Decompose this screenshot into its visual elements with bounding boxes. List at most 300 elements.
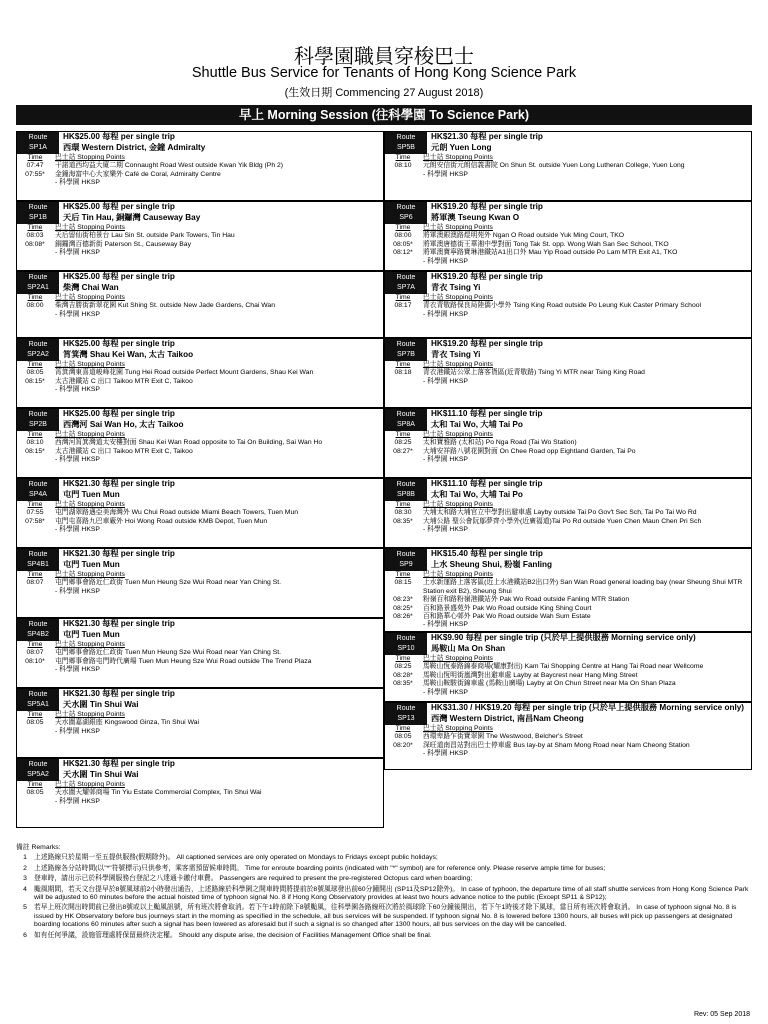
route-area: 太和 Tai Wo, 大埔 Tai Po	[431, 419, 523, 429]
remarks	[16, 844, 752, 940]
remark-text: 若早上班次開出時間前已發出8號或以上颱風訊號，所有班次將會取消。若下午1時前除下8號颱風，往科學園各路線班次將於風球除下60分鐘後開出，若下午1時後才除下風球，當日所有班次將會取消。 In case of typhoon signal No. 8 is issued by HK Observatory before bus journeys start in the morning as specified in the schedule, all bus services will be suspended. If typhoon signal No. 8 is lowered before 1300 hours, all buses will pick up passengers at designated boarding locations 60 minutes after such a signal has been lowered as aforesaid but if such a signal is so changed after 1300 hours, all bus services on the day will be cancelled.	[34, 904, 737, 929]
route-header	[385, 339, 751, 361]
time-header: Time	[27, 641, 43, 648]
stop-row	[17, 378, 383, 386]
route-word: Route	[396, 204, 416, 211]
stop-row	[17, 439, 383, 447]
stopping-points-header: 巴士站 Stopping Points	[423, 431, 493, 438]
route-label	[385, 409, 427, 431]
stop-time: 08:15*	[25, 377, 45, 385]
stop-row	[385, 605, 751, 613]
remark-item	[16, 875, 752, 883]
stop-row	[385, 249, 751, 257]
route-label	[385, 703, 427, 725]
stop-time: 08:25	[394, 663, 412, 671]
route-header	[17, 132, 383, 154]
stop-name: - 科學園 HKSP	[423, 310, 468, 318]
stopping-points-header: 巴士站 Stopping Points	[423, 571, 493, 578]
stop-row	[17, 448, 383, 456]
stop-list	[385, 725, 751, 759]
remark-number: 5	[23, 904, 27, 912]
route-word: Route	[28, 551, 48, 558]
route-code: SP1A	[29, 144, 47, 151]
stopping-points-header: 巴士站 Stopping Points	[55, 294, 125, 301]
remark-item	[16, 854, 752, 862]
route-fare: HK$25.00 每程 per single trip	[63, 202, 175, 211]
stopping-points-header: 巴士站 Stopping Points	[55, 224, 125, 231]
route-sp8a	[384, 408, 752, 478]
stop-name: - 科學園 HKSP	[423, 750, 468, 758]
stop-name: 屯門屯喜路九巴車廠外 Hoi Wong Road outside KMB Depot, Tuen Mun	[55, 517, 268, 525]
stop-row	[385, 509, 751, 517]
remark-item	[16, 865, 752, 873]
route-label	[385, 479, 427, 501]
route-sp4a	[16, 478, 384, 548]
stop-row	[17, 526, 383, 534]
stop-time	[385, 750, 421, 758]
route-fare: HK$9.90 每程 per single trip (只於早上提供服務 Morning service only)	[431, 633, 696, 642]
stop-name: 青衣青敬路保良局陸僑小學外 Tsing King Road outside Po Leung Kuk Caster Primary School	[423, 302, 702, 310]
route-area: 上水 Sheung Shui, 粉嶺 Fanling	[431, 559, 552, 569]
time-header: Time	[395, 361, 411, 368]
stop-row	[385, 518, 751, 526]
stop-row	[17, 302, 383, 310]
stop-name: 大埔太和路大埔官立中學對出避車處 Layby outside Tai Po Gov't Sec Sch, Tai Po Tai Wo Rd	[423, 509, 697, 517]
stop-row	[385, 232, 751, 240]
route-word: Route	[28, 134, 48, 141]
stop-row	[17, 728, 383, 736]
stop-list	[17, 154, 383, 188]
stop-name: - 科學園 HKSP	[55, 179, 100, 187]
stop-time: 08:05	[394, 733, 412, 741]
time-header: Time	[27, 781, 43, 788]
route-fare: HK$25.00 每程 per single trip	[63, 132, 175, 141]
stop-list	[385, 571, 751, 630]
stop-name: - 科學園 HKSP	[423, 257, 468, 265]
route-header	[385, 549, 751, 571]
route-title	[59, 272, 383, 294]
stop-time	[385, 171, 421, 179]
route-sp4b2	[16, 618, 384, 688]
stop-name: 屯門鄉事會路近仁政街 Tuen Mun Heung Sze Wui Road near Yan Ching St.	[55, 579, 282, 587]
route-sp2b	[16, 408, 384, 478]
stop-row	[17, 588, 383, 596]
route-label	[17, 202, 59, 224]
stop-name: 西灣河筲箕灣道太安樓對面 Shau Kei Wan Road opposite to Tai On Building, Sai Wan Ho	[55, 439, 323, 447]
route-header	[385, 479, 751, 501]
route-area: 將軍澳 Tseung Kwan O	[431, 212, 520, 222]
remark-item	[16, 932, 752, 940]
stop-list	[385, 154, 751, 179]
route-code: SP5A1	[27, 701, 49, 708]
stop-name: 銅鑼灣百德新街 Paterson St., Causeway Bay	[55, 240, 191, 248]
stop-name: 將軍澳唐德街王華湘中學對面 Tong Tak St. opp. Wong Wah San Sec School, TKO	[423, 240, 669, 248]
stop-row	[385, 302, 751, 310]
route-fare: HK$11.10 每程 per single trip	[431, 479, 543, 488]
stop-row	[385, 448, 751, 456]
route-header	[17, 202, 383, 224]
route-title	[427, 202, 751, 224]
time-header: Time	[27, 711, 43, 718]
stop-row	[385, 621, 751, 629]
time-header: Time	[27, 224, 43, 231]
stop-row	[385, 526, 751, 534]
time-header: Time	[27, 154, 43, 161]
route-area: 天后 Tin Hau, 銅鑼灣 Causeway Bay	[63, 212, 201, 222]
stop-list	[385, 361, 751, 386]
route-fare: HK$25.00 每程 per single trip	[63, 409, 175, 418]
route-code: SP4B1	[27, 561, 49, 568]
stop-time: 08:27*	[393, 447, 413, 455]
stop-time: 08:35*	[393, 680, 413, 688]
remark-number: 4	[23, 885, 27, 893]
stop-row	[17, 241, 383, 249]
stop-name: - 科學園 HKSP	[55, 727, 100, 735]
route-label	[17, 132, 59, 154]
stop-time: 08:30	[394, 509, 412, 517]
route-word: Route	[28, 481, 48, 488]
stop-row	[17, 171, 383, 179]
stop-time: 08:05	[26, 369, 44, 377]
stop-time	[17, 526, 53, 534]
stopping-points-header: 巴士站 Stopping Points	[55, 361, 125, 368]
route-area: 柴灣 Chai Wan	[63, 282, 119, 292]
route-title	[59, 409, 383, 431]
stopping-points-header: 巴士站 Stopping Points	[423, 725, 493, 732]
stop-row	[17, 162, 383, 170]
stop-list	[385, 224, 751, 266]
route-sp2a1	[16, 271, 384, 338]
route-code: SP2A2	[27, 351, 49, 358]
route-fare: HK$19.20 每程 per single trip	[431, 272, 543, 281]
stop-row	[385, 171, 751, 179]
stop-time	[385, 689, 421, 697]
stop-list	[17, 711, 383, 736]
route-sp13	[384, 702, 752, 770]
stop-name: 太古港鐵站 C 出口 Taikoo MTR Exit C, Taikoo	[55, 447, 193, 455]
route-sp5a1	[16, 688, 384, 758]
stop-row	[17, 369, 383, 377]
route-header	[17, 759, 383, 781]
stop-time: 08:05	[26, 789, 44, 797]
stop-row	[385, 456, 751, 464]
stop-list	[17, 571, 383, 596]
remark-number: 3	[23, 875, 27, 883]
route-area: 西灣河 Sai Wan Ho, 太古 Taikoo	[63, 419, 184, 429]
stop-time: 08:15*	[25, 447, 45, 455]
stop-row	[385, 733, 751, 741]
route-title	[427, 272, 751, 294]
stop-list	[385, 655, 751, 697]
route-code: SP7A	[397, 284, 415, 291]
stop-row	[17, 649, 383, 657]
route-fare: HK$21.30 每程 per single trip	[63, 759, 175, 768]
route-label	[17, 759, 59, 781]
route-header	[17, 689, 383, 711]
stop-name: 干諾道西均益大廈二期 Connaught Road West outside Kwan Yik Bldg (Ph 2)	[55, 162, 284, 170]
stop-name: 馬鞍山鞍駿街錦車處 (馬鞍山廣場) Layby at On Chun Street near Ma On Shan Plaza	[423, 680, 676, 688]
route-word: Route	[28, 274, 48, 281]
stop-time: 07:58*	[25, 517, 45, 525]
stop-time	[385, 621, 421, 629]
stop-row	[385, 663, 751, 671]
route-title	[59, 759, 383, 781]
right-column	[384, 131, 752, 770]
route-header	[385, 703, 751, 725]
remark-text: 如有任何爭議，設施管理處將保留最終決定權。 Should any dispute arise, the decision of Facilities Management Office shall be final.	[34, 931, 432, 939]
stopping-points-header: 巴士站 Stopping Points	[423, 501, 493, 508]
route-label	[17, 479, 59, 501]
title-zh: 科學園職員穿梭巴士	[294, 44, 474, 68]
stopping-points-header: 巴士站 Stopping Points	[55, 711, 125, 718]
time-header: Time	[395, 571, 411, 578]
route-header	[17, 479, 383, 501]
stop-name: 上水新運路上落客區(近上水港鐵站B2出口外) San Wan Road general loading bay (near Sheung Shui MTR Station exit B2), Sheung Shui	[423, 579, 743, 595]
stop-name: 深旺道南昌站對出巴士停車處 Bus lay-by at Sham Mong Road near Nam Cheong Station	[423, 741, 690, 749]
stop-name: - 科學園 HKSP	[55, 797, 100, 805]
stop-name: 大埔安祥路八號花園對面 On Chee Road opp Eightland Garden, Tai Po	[423, 447, 636, 455]
stop-row	[17, 386, 383, 394]
stop-time	[17, 249, 53, 257]
stop-row	[385, 680, 751, 688]
route-header	[385, 132, 751, 154]
route-area: 西灣 Western District, 南昌Nam Cheong	[431, 713, 584, 723]
stop-name: 屯門鄉事會路近仁政街 Tuen Mun Heung Sze Wui Road near Yan Ching St.	[55, 649, 282, 657]
stop-time	[17, 666, 53, 674]
left-column	[16, 131, 384, 828]
stop-name: - 科學園 HKSP	[55, 310, 100, 318]
route-fare: HK$21.30 每程 per single trip	[63, 549, 175, 558]
route-code: SP4A	[29, 491, 47, 498]
stop-name: 天水圍天耀邨商場 Tin Yiu Estate Commercial Complex, Tin Shui Wai	[55, 789, 262, 797]
stop-name: 金鐘海富中心大家樂外 Café de Coral, Admiralty Centre	[55, 170, 221, 178]
route-code: SP9	[399, 561, 413, 568]
stop-list	[17, 361, 383, 395]
route-code: SP8A	[397, 421, 415, 428]
remark-item	[16, 904, 752, 929]
stop-row	[385, 750, 751, 758]
route-word: Route	[28, 341, 48, 348]
stop-name: 筲箕灣東喜道峻峰花園 Tung Hei Road outside Perfect Mount Gardens, Shau Kei Wan	[55, 369, 314, 377]
time-header: Time	[27, 294, 43, 301]
route-header	[385, 633, 751, 655]
stop-row	[385, 258, 751, 266]
stop-time	[17, 311, 53, 319]
stop-time: 08:08*	[25, 240, 45, 248]
route-header	[385, 409, 751, 431]
session-band: 早上 Morning Session (往科學園 To Science Park)	[16, 105, 752, 125]
stop-list	[385, 294, 751, 319]
stop-name: 粉嶺百和路粉嶺港鐵站外 Pak Wo Road outside Fanling MTR Station	[423, 596, 630, 604]
route-area: 屯門 Tuen Mun	[63, 629, 120, 639]
route-area: 馬鞍山 Ma On Shan	[431, 643, 506, 653]
stop-name: 太和寶雅路 (太和站) Po Nga Road (Tai Wo Station)	[423, 439, 577, 447]
route-sp1b	[16, 201, 384, 271]
route-code: SP7B	[397, 351, 415, 358]
effective-date: (生效日期 Commencing 27 August 2018)	[284, 87, 484, 99]
route-fare: HK$25.00 每程 per single trip	[63, 272, 175, 281]
stop-row	[385, 439, 751, 447]
route-title	[427, 339, 751, 361]
stop-name: 西環卑路乍街寶翠園 The Westwood, Belcher's Street	[423, 733, 583, 741]
stop-row	[385, 241, 751, 249]
time-header: Time	[395, 294, 411, 301]
stop-name: - 科學園 HKSP	[423, 170, 468, 178]
route-fare: HK$31.30 / HK$19.20 每程 per single trip (只於早上提供服務 Morning service only)	[431, 703, 745, 712]
route-sp7b	[384, 338, 752, 408]
route-word: Route	[396, 411, 416, 418]
stop-list	[385, 431, 751, 465]
stop-time: 08:17	[394, 302, 412, 310]
stop-name: 屯門鄉事會路屯門時代廣場 Tuen Mun Heung Sze Wui Road outside The Trend Plaza	[55, 657, 312, 665]
title-en: Shuttle Bus Service for Tenants of Hong Kong Science Park	[191, 65, 577, 81]
route-header	[17, 272, 383, 294]
time-header: Time	[395, 725, 411, 732]
route-word: Route	[396, 481, 416, 488]
route-title	[59, 202, 383, 224]
stopping-points-header: 巴士站 Stopping Points	[423, 361, 493, 368]
stop-name: 將軍澳銀澳路煜明苑外 Ngan O Road outside Yuk Ming Court, TKO	[423, 232, 625, 240]
route-area: 天水圍 Tin Shui Wai	[63, 769, 139, 779]
stopping-points-header: 巴士站 Stopping Points	[423, 294, 493, 301]
stop-name: - 科學園 HKSP	[55, 249, 100, 257]
route-title	[427, 549, 751, 571]
stop-time: 08:05*	[393, 240, 413, 248]
stop-time	[385, 311, 421, 319]
stopping-points-header: 巴士站 Stopping Points	[423, 224, 493, 231]
route-area: 青衣 Tsing Yi	[431, 349, 481, 359]
route-header	[17, 339, 383, 361]
route-code: SP13	[397, 715, 415, 722]
route-label	[17, 619, 59, 641]
route-label	[385, 132, 427, 154]
stop-row	[17, 719, 383, 727]
stopping-points-header: 巴士站 Stopping Points	[55, 781, 125, 788]
stop-list	[17, 224, 383, 258]
stop-time: 08:07	[26, 579, 44, 587]
route-header	[385, 202, 751, 224]
stop-time	[17, 588, 53, 596]
stop-time	[17, 728, 53, 736]
stop-name: - 科學園 HKSP	[423, 688, 468, 696]
stop-time	[17, 386, 53, 394]
stop-time: 08:35*	[393, 517, 413, 525]
time-header: Time	[395, 655, 411, 662]
remark-item	[16, 886, 752, 903]
stop-time: 08:25	[394, 439, 412, 447]
stop-time: 08:25*	[393, 604, 413, 612]
stop-time: 08:23*	[393, 596, 413, 604]
route-word: Route	[396, 705, 416, 712]
stop-name: 太古港鐵站 C 出口 Taikoo MTR Exit C, Taikoo	[55, 377, 193, 385]
stopping-points-header: 巴士站 Stopping Points	[55, 431, 125, 438]
stop-list	[17, 641, 383, 675]
time-header: Time	[27, 571, 43, 578]
route-label	[17, 339, 59, 361]
route-code: SP5B	[397, 144, 415, 151]
route-label	[17, 689, 59, 711]
remark-text: 上述路線只於星期一至五提供服務(假期除外)。 All captioned services are only operated on Mondays to Fridays except public holidays;	[34, 854, 438, 862]
stop-time: 08:12*	[393, 249, 413, 257]
route-title	[427, 132, 751, 154]
route-word: Route	[28, 204, 48, 211]
stop-name: 天后留仙街柏景台 Lau Sin St. outside Park Towers, Tin Hau	[55, 232, 235, 240]
route-label	[17, 272, 59, 294]
stop-row	[385, 689, 751, 697]
route-label	[17, 549, 59, 571]
stop-row	[17, 232, 383, 240]
route-area: 天水圍 Tin Shui Wai	[63, 699, 139, 709]
route-sp10	[384, 632, 752, 702]
route-title	[59, 132, 383, 154]
route-header	[17, 409, 383, 431]
stop-row	[385, 369, 751, 377]
route-fare: HK$11.10 每程 per single trip	[431, 409, 543, 418]
route-area: 元朗 Yuen Long	[431, 142, 492, 152]
stop-list	[17, 431, 383, 465]
route-code: SP4B2	[27, 631, 49, 638]
route-title	[427, 703, 751, 725]
stop-time: 08:10	[26, 439, 44, 447]
route-sp6	[384, 201, 752, 271]
stopping-points-header: 巴士站 Stopping Points	[423, 655, 493, 662]
route-sp4b1	[16, 548, 384, 618]
route-fare: HK$21.30 每程 per single trip	[63, 619, 175, 628]
remark-text: 登車時，請出示已於科學園服務台登記之八達通卡繳付車費。 Passengers are required to present the pre-registered Octopus card when boarding;	[34, 875, 473, 883]
stop-row	[385, 672, 751, 680]
route-label	[385, 272, 427, 294]
stop-name: - 科學園 HKSP	[55, 526, 100, 534]
stop-time: 08:28*	[393, 671, 413, 679]
stop-name: 柴灣吉勝街新翠花園 Kut Shing St. outside New Jade Gardens, Chai Wan	[55, 302, 275, 310]
route-code: SP1B	[29, 214, 47, 221]
stopping-points-header: 巴士站 Stopping Points	[55, 501, 125, 508]
stop-time: 07:55	[26, 509, 44, 517]
stop-time: 07:47	[26, 162, 44, 170]
stop-time: 08:05	[26, 719, 44, 727]
time-header: Time	[27, 361, 43, 368]
route-sp1a	[16, 131, 384, 201]
route-area: 屯門 Tuen Mun	[63, 489, 120, 499]
route-word: Route	[396, 635, 416, 642]
stop-time: 08:00	[394, 232, 412, 240]
stop-list	[17, 781, 383, 806]
remark-text: 上述路線各分站時間(以"*"符號標示)只供參考，乘客需預留候車時間。 Time for enroute boarding points (indicated with "*" symbol) are for reference only. Please reserve ample time for buses;	[34, 864, 606, 872]
route-title	[59, 479, 383, 501]
stop-row	[17, 518, 383, 526]
route-header	[17, 619, 383, 641]
stop-row	[17, 509, 383, 517]
stop-name: - 科學園 HKSP	[423, 526, 468, 534]
route-word: Route	[396, 551, 416, 558]
stop-time: 08:10*	[25, 657, 45, 665]
remark-number: 6	[23, 931, 27, 939]
route-code: SP6	[399, 214, 413, 221]
stop-time	[385, 456, 421, 464]
route-label	[385, 633, 427, 655]
route-fare: HK$21.30 每程 per single trip	[63, 689, 175, 698]
stop-name: - 科學園 HKSP	[55, 386, 100, 394]
route-word: Route	[396, 274, 416, 281]
route-code: SP2A1	[27, 284, 49, 291]
stop-row	[385, 311, 751, 319]
route-sp7a	[384, 271, 752, 338]
stop-time: 08:07	[26, 649, 44, 657]
stop-row	[17, 249, 383, 257]
time-header: Time	[27, 501, 43, 508]
route-title	[59, 339, 383, 361]
route-code: SP2B	[29, 421, 47, 428]
